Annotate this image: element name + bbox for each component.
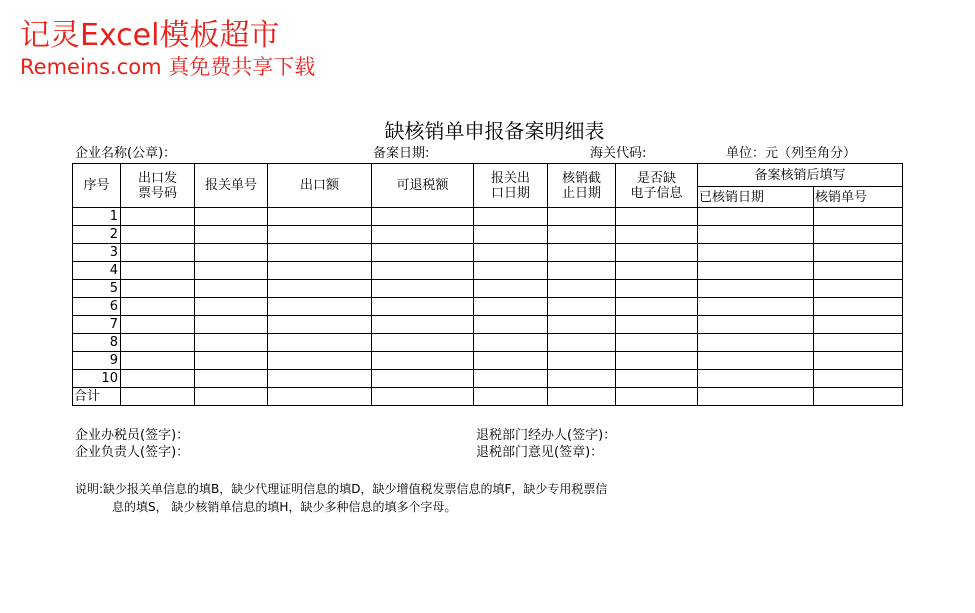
- table-cell: [372, 298, 474, 316]
- table-cell: [121, 208, 195, 226]
- table-row: [73, 208, 903, 226]
- table-cell: [616, 244, 698, 262]
- watermark-title: 记灵Excel模板超市: [20, 18, 280, 53]
- table-cell: [121, 370, 195, 388]
- table-cell: [195, 388, 268, 406]
- table-cell: [548, 208, 616, 226]
- table-row: [73, 298, 903, 316]
- table-cell: [814, 298, 903, 316]
- header-verification-no: 核销单号: [814, 187, 903, 208]
- table-cell: [121, 280, 195, 298]
- table-cell: [195, 334, 268, 352]
- header-export-amount: 出口额: [268, 164, 372, 208]
- table-cell: [268, 298, 372, 316]
- table-cell: [372, 334, 474, 352]
- header-verified-date: 已核销日期: [698, 187, 814, 208]
- table-cell: [814, 280, 903, 298]
- table-cell: [548, 334, 616, 352]
- responsible-signature-label: 企业负责人(签字)：: [75, 445, 190, 460]
- table-cell: [195, 316, 268, 334]
- table-cell: [698, 316, 814, 334]
- table-cell: [474, 316, 548, 334]
- table-cell: [268, 334, 372, 352]
- table-row: [73, 334, 903, 352]
- row-seq: 2: [73, 226, 121, 244]
- row-seq: 8: [73, 334, 121, 352]
- table-cell: [814, 388, 903, 406]
- watermark-subtitle: Remeins.com 真免费共享下载: [20, 55, 316, 79]
- table-cell: [814, 244, 903, 262]
- table-cell: [372, 226, 474, 244]
- table-cell: [372, 244, 474, 262]
- table-cell: [698, 262, 814, 280]
- table-cell: [121, 316, 195, 334]
- table-cell: [616, 262, 698, 280]
- table-cell: [195, 280, 268, 298]
- table-cell: [372, 316, 474, 334]
- table-cell: [698, 370, 814, 388]
- table-cell: [548, 298, 616, 316]
- row-seq: 5: [73, 280, 121, 298]
- table-cell: [814, 262, 903, 280]
- table-cell: [268, 316, 372, 334]
- table-cell: [121, 244, 195, 262]
- table-cell: [474, 334, 548, 352]
- header-deadline: 核销截 止日期: [548, 164, 616, 208]
- row-seq: 3: [73, 244, 121, 262]
- table-cell: [268, 352, 372, 370]
- company-name-label: 企业名称(公章)：: [75, 146, 177, 161]
- table-row: [73, 244, 903, 262]
- tax-officer-signature-label: 企业办税员(签字)：: [75, 428, 190, 443]
- header-refundable-tax: 可退税额: [372, 164, 474, 208]
- table-cell: [372, 352, 474, 370]
- table-cell: [121, 388, 195, 406]
- customs-code-label: 海关代码:: [590, 146, 647, 161]
- table-cell: [616, 208, 698, 226]
- table-cell: [195, 262, 268, 280]
- table-cell: [616, 334, 698, 352]
- table-cell: [474, 298, 548, 316]
- row-seq: 9: [73, 352, 121, 370]
- table-cell: [268, 388, 372, 406]
- table-cell: [195, 208, 268, 226]
- table-cell: [616, 316, 698, 334]
- table-cell: [814, 226, 903, 244]
- table-cell: [698, 334, 814, 352]
- table-row: [73, 370, 903, 388]
- table-cell: [548, 262, 616, 280]
- table-cell: [372, 280, 474, 298]
- table-cell: [616, 226, 698, 244]
- table-cell: [195, 370, 268, 388]
- table-cell: [616, 352, 698, 370]
- note-line-2: 息的填S， 缺少核销单信息的填H，缺少多种信息的填多个字母。: [112, 500, 457, 514]
- row-seq: 4: [73, 262, 121, 280]
- table-cell: [372, 262, 474, 280]
- table-cell: [474, 226, 548, 244]
- note-line-1: 说明:缺少报关单信息的填B，缺少代理证明信息的填D，缺少增值税发票信息的填F，缺少专用税票信: [75, 482, 608, 496]
- table-cell: [474, 388, 548, 406]
- table-cell: [616, 280, 698, 298]
- header-seq: 序号: [73, 164, 121, 208]
- header-missing-e-info: 是否缺 电子信息: [616, 164, 698, 208]
- table-cell: [195, 352, 268, 370]
- row-seq: 10: [73, 370, 121, 388]
- table-row: [73, 226, 903, 244]
- table-cell: [698, 208, 814, 226]
- table-cell: [372, 208, 474, 226]
- table-cell: [616, 388, 698, 406]
- table-cell: [548, 226, 616, 244]
- table-cell: [195, 298, 268, 316]
- table-cell: [121, 352, 195, 370]
- dept-handler-signature-label: 退税部门经办人(签字)：: [476, 428, 617, 443]
- table-cell: [698, 388, 814, 406]
- dept-opinion-signature-label: 退税部门意见(签章)：: [476, 445, 604, 460]
- table-cell: [814, 316, 903, 334]
- table-cell: [372, 388, 474, 406]
- total-label: 合计: [73, 388, 121, 406]
- unit-label: 单位：元（列至角分）: [726, 146, 857, 161]
- table-row: [73, 262, 903, 280]
- table-cell: [814, 208, 903, 226]
- table-row: [73, 352, 903, 370]
- table-cell: [121, 298, 195, 316]
- table-cell: [121, 334, 195, 352]
- table-cell: [814, 334, 903, 352]
- table-cell: [548, 244, 616, 262]
- table-cell: [698, 352, 814, 370]
- table-cell: [268, 208, 372, 226]
- table-cell: [268, 370, 372, 388]
- table-cell: [548, 388, 616, 406]
- row-seq: 7: [73, 316, 121, 334]
- table-cell: [548, 370, 616, 388]
- form-title: 缺核销单申报备案明细表: [384, 119, 605, 143]
- table-cell: [121, 226, 195, 244]
- table-cell: [268, 262, 372, 280]
- table-cell: [814, 352, 903, 370]
- table-cell: [548, 280, 616, 298]
- table-cell: [814, 370, 903, 388]
- table-cell: [474, 370, 548, 388]
- table-cell: [548, 316, 616, 334]
- total-row: [73, 388, 903, 406]
- table-cell: [195, 226, 268, 244]
- table-cell: [372, 370, 474, 388]
- table-cell: [268, 226, 372, 244]
- table-cell: [548, 352, 616, 370]
- table-cell: [474, 262, 548, 280]
- table-cell: [474, 352, 548, 370]
- detail-table: [72, 163, 903, 406]
- table-cell: [698, 280, 814, 298]
- header-invoice-no: 出口发 票号码: [121, 164, 195, 208]
- table-cell: [698, 244, 814, 262]
- table-cell: [474, 244, 548, 262]
- header-post-record-group: 备案核销后填写: [698, 164, 903, 187]
- table-cell: [268, 280, 372, 298]
- note: [75, 480, 607, 516]
- table-cell: [195, 244, 268, 262]
- table-cell: [616, 370, 698, 388]
- table-cell: [121, 262, 195, 280]
- table-row: [73, 316, 903, 334]
- table-cell: [474, 280, 548, 298]
- record-date-label: 备案日期:: [373, 146, 430, 161]
- table-cell: [474, 208, 548, 226]
- header-export-date: 报关出 口日期: [474, 164, 548, 208]
- header-customs-no: 报关单号: [195, 164, 268, 208]
- row-seq: 1: [73, 208, 121, 226]
- table-cell: [698, 226, 814, 244]
- table-cell: [616, 298, 698, 316]
- row-seq: 6: [73, 298, 121, 316]
- table-cell: [698, 298, 814, 316]
- table-row: [73, 280, 903, 298]
- table-cell: [268, 244, 372, 262]
